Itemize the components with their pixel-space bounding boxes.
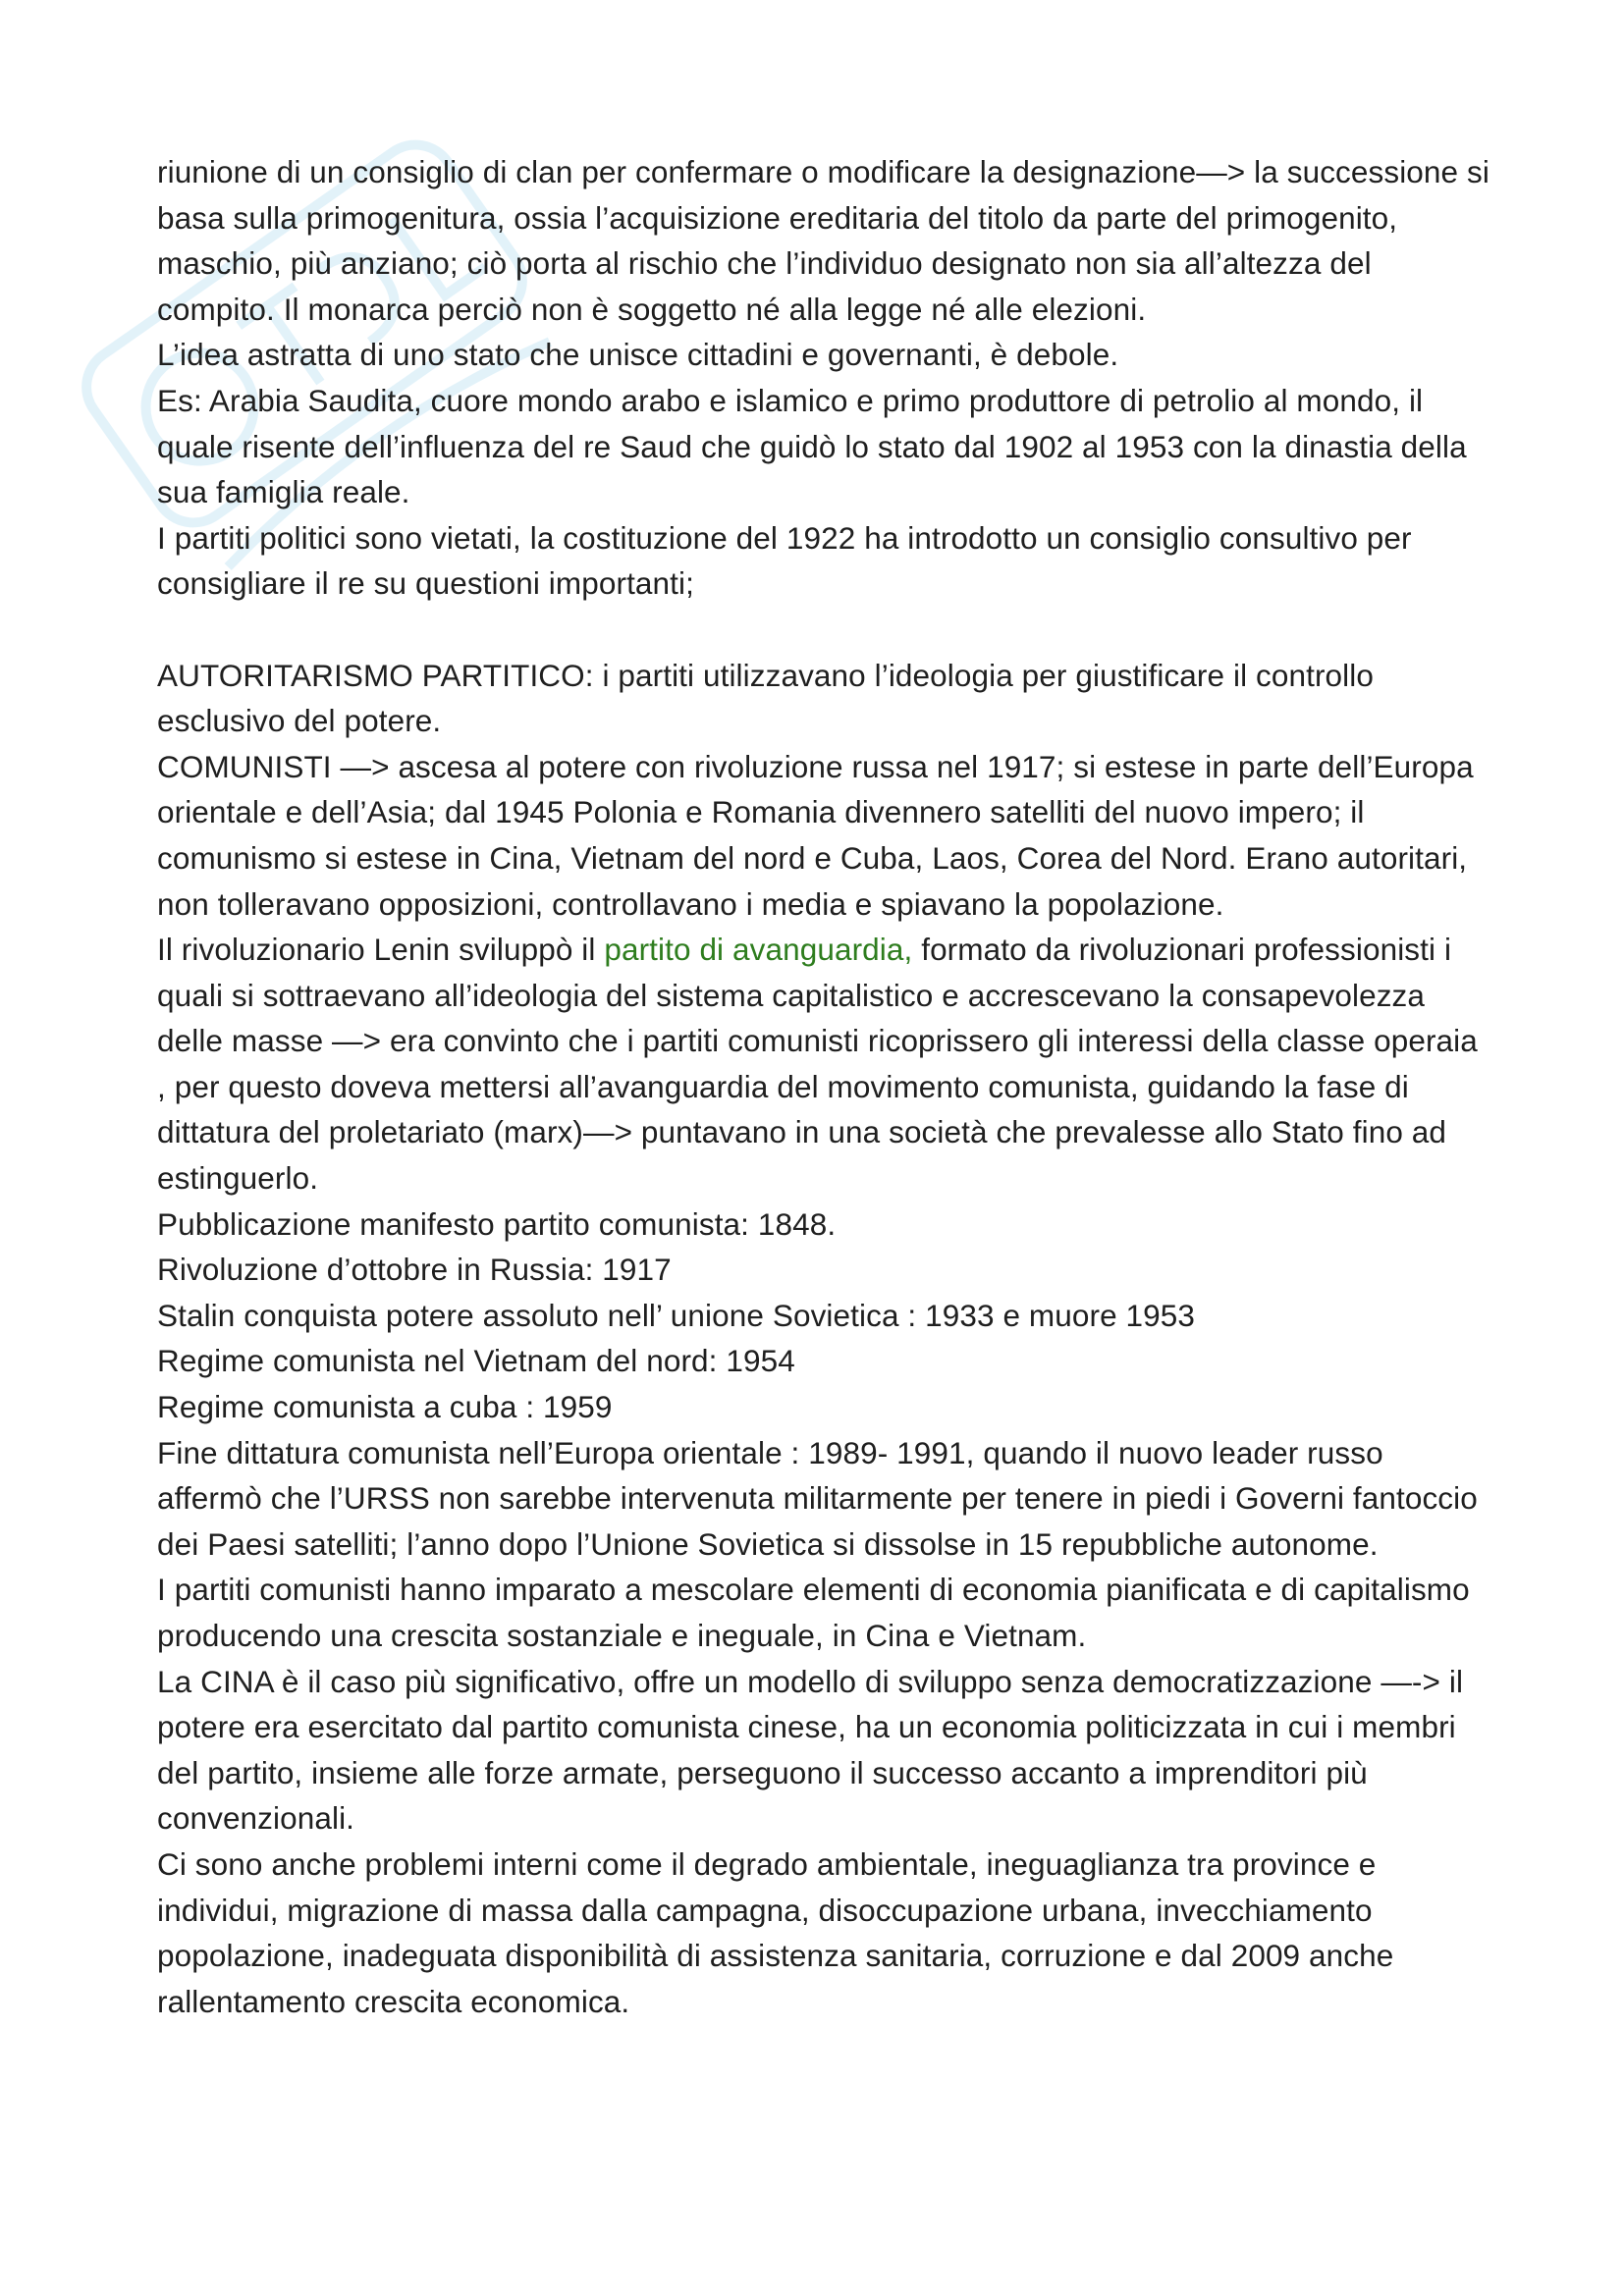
highlight-vanguard-party: partito di avanguardia, [604, 932, 913, 968]
paragraph-lenin [157, 927, 1492, 1201]
timeline-stalin: Stalin conquista potere assoluto nell’ unione Sovietica : 1933 e muore 1953 [157, 1297, 1196, 1333]
paragraph-parties-forbidden: I partiti politici sono vietati, la costituzione del 1922 ha introdotto un consiglio consultivo per consigliare il re su questioni importanti; [157, 519, 1421, 602]
timeline-manifesto: Pubblicazione manifesto partito comunista: 1848. [157, 1205, 837, 1242]
paragraph-internal-problems: Ci sono anche problemi interni come il degrado ambientale, ineguaglianza tra province e individui, migrazione di massa dalla campagna, disoccupazione urbana, invecchiamento popolazione, inadeguata disponibilità di assistenza sanitaria, corruzione e dal 2009 anche rallentamento crescita economica. [157, 1845, 1403, 2019]
paragraph-communists: COMUNISTI —> ascesa al potere con rivoluzione russa nel 1917; si estese in parte dell’Europa orientale e dell’Asia; dal 1945 Polonia e Romania divennero satelliti del nuovo impero; il comunismo si estese in Cina, Vietnam del nord e Cuba, Laos, Corea del Nord. Erano autoritari, non tolleravano opposizioni, controllavano i media e spiavano la popolazione. [157, 748, 1483, 922]
paragraph-lenin-before: Il rivoluzionario Lenin sviluppò il [157, 932, 605, 968]
paragraph-lenin-after: formato da rivoluzionari professionisti i quali si sottraevano all’ideologia del sistema capitalistico e accrescevano la consapevolezza delle masse —> era convinto che i partiti comunisti ricoprissero gli interessi della classe operaia , per questo doveva mettersi all’avanguardia del movimento comunista, guidando la fase di dittatura del proletariato (marx)—> puntavano in una società che prevalesse allo Stato fino ad estinguerlo. [157, 932, 1487, 1197]
timeline-october-revolution: Rivoluzione d’ottobre in Russia: 1917 [157, 1252, 672, 1288]
paragraph-china: La CINA è il caso più significativo, offre un modello di sviluppo senza democratizzazione —-> il potere era esercitato dal partito comunista cinese, ha un economia politicizzata in cui i membri del partito, insieme alle forze armate, perseguono il successo accanto a imprenditori più convenzionali. [157, 1663, 1472, 1837]
paragraph-abstract-state: L’idea astratta di uno stato che unisce cittadini e governanti, è debole. [157, 337, 1119, 373]
paragraph-monarchy-succession: riunione di un consiglio di clan per confermare o modificare la designazione—> la successione si basa sulla primogenitura, ossia l’acquisizione ereditaria del titolo da parte del primogenito, maschio, più anziano; ciò porta al rischio che l’individuo designato non sia all’altezza del compito. Il monarca perciò non è soggetto né alla legge né alle elezioni. [157, 154, 1498, 327]
paragraph-mixed-economy: I partiti comunisti hanno imparato a mescolare elementi di economia pianificata e di capitalismo producendo una crescita sostanziale e ineguale, in Cina e Vietnam. [157, 1572, 1479, 1653]
paragraph-party-authoritarianism: AUTORITARISMO PARTITICO: i partiti utilizzavano l’ideologia per giustificare il controllo esclusivo del potere. [157, 657, 1382, 739]
paragraph-saudi-arabia: Es: Arabia Saudita, cuore mondo arabo e islamico e primo produttore di petrolio al mondo, il quale risente dell’influenza del re Saud che guidò lo stato dal 1902 al 1953 con la dinastia della sua famiglia reale. [157, 382, 1476, 510]
timeline-vietnam: Regime comunista nel Vietnam del nord: 1954 [157, 1343, 795, 1379]
timeline-cuba: Regime comunista a cuba : 1959 [157, 1389, 613, 1425]
document-body [157, 149, 1498, 2024]
paragraph-end-dictatorship: Fine dittatura comunista nell’Europa orientale : 1989- 1991, quando il nuovo leader russo affermò che l’URSS non sarebbe intervenuta militarmente per tenere in piedi i Governi fantoccio dei Paesi satelliti; l’anno dopo l’Unione Sovietica si dissolse in 15 repubbliche autonome. [157, 1434, 1487, 1562]
paragraph-spacer [157, 607, 1492, 653]
